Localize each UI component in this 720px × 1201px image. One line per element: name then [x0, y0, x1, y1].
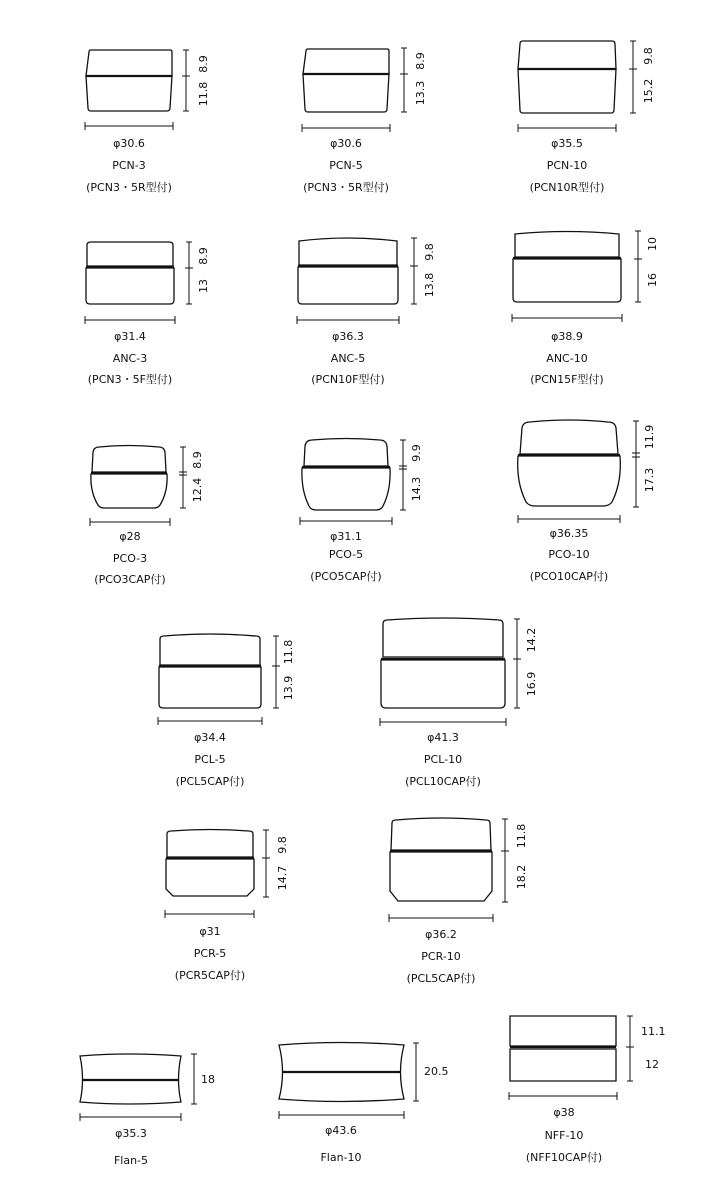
height-body-label: 18.2 — [515, 864, 528, 890]
jar-body — [390, 852, 492, 901]
diameter-label: φ36.2 — [425, 928, 457, 941]
diameter-label: φ30.6 — [330, 137, 362, 150]
product-pcl-5 — [158, 634, 295, 788]
jar-cap — [518, 41, 616, 69]
product-note: (PCN10F型付) — [311, 373, 385, 386]
product-note: (PCN10R型付) — [529, 181, 605, 194]
diameter-label: φ35.5 — [551, 137, 583, 150]
product-name: NFF-10 — [544, 1129, 584, 1142]
height-label: 20.5 — [424, 1065, 449, 1078]
height-cap-label: 9.8 — [642, 47, 655, 65]
product-note: (PCR5CAP付) — [174, 969, 246, 982]
jar-body — [86, 76, 172, 111]
jar-body — [518, 69, 616, 113]
height-body-label: 13.9 — [282, 675, 295, 701]
height-body-label: 14.7 — [276, 865, 289, 891]
height-label: 18 — [201, 1073, 215, 1086]
product-note: (PCN3・5R型付) — [303, 181, 389, 194]
product-flan-5 — [80, 1054, 215, 1167]
product-pco-10 — [518, 420, 656, 583]
height-body-label: 15.2 — [642, 78, 655, 104]
height-body-label: 17.3 — [643, 467, 656, 493]
height-cap-label: 9.8 — [423, 243, 436, 261]
jar-cap — [383, 618, 503, 657]
diameter-label: φ36.35 — [549, 527, 589, 540]
product-note: (PCO5CAP付) — [310, 570, 382, 583]
height-cap-label: 8.9 — [197, 247, 210, 265]
jar-cap — [86, 50, 172, 76]
height-cap-label: 11.8 — [515, 823, 528, 849]
height-body-label: 16 — [646, 273, 659, 287]
product-name: Flan-5 — [113, 1154, 149, 1167]
product-note: (PCO10CAP付) — [529, 570, 609, 583]
product-name: Flan-10 — [320, 1151, 362, 1164]
product-pco-5 — [300, 439, 423, 584]
product-name: PCL-10 — [423, 753, 463, 766]
jar-cap — [304, 439, 388, 467]
jar-body — [303, 74, 389, 112]
product-note: (PCL10CAP付) — [405, 775, 481, 788]
jar-body — [513, 259, 621, 302]
product-name: PCN-10 — [546, 159, 588, 172]
jar-body — [159, 667, 261, 708]
height-body-label: 12 — [645, 1058, 659, 1071]
product-pcn-3 — [85, 50, 210, 194]
product-name: PCR-5 — [193, 947, 227, 960]
diameter-label: φ38.9 — [551, 330, 583, 343]
height-body-label: 13.3 — [414, 80, 427, 106]
jar-cap — [391, 818, 491, 850]
jar-body — [91, 474, 167, 508]
height-cap-label: 11.9 — [643, 424, 656, 450]
product-anc-5 — [297, 238, 436, 386]
height-body-label: 13 — [197, 279, 210, 293]
product-name: PCO-10 — [548, 548, 590, 561]
product-name: PCN-5 — [329, 159, 363, 172]
height-body-label: 16.9 — [525, 671, 538, 697]
diameter-label: φ35.3 — [115, 1127, 147, 1140]
diameter-label: φ30.6 — [113, 137, 145, 150]
diameter-label: φ31 — [199, 925, 221, 938]
jar-body — [166, 859, 254, 896]
product-note: (PCO3CAP付) — [94, 573, 166, 586]
jar-cap — [92, 446, 166, 473]
product-name: ANC-3 — [112, 352, 148, 365]
diameter-label: φ31.4 — [114, 330, 146, 343]
diameter-label: φ36.3 — [332, 330, 364, 343]
product-pcl-10 — [380, 618, 538, 788]
height-cap-label: 9.9 — [410, 444, 423, 462]
product-note: (PCN15F型付) — [530, 373, 604, 386]
height-body-label: 13.8 — [423, 272, 436, 298]
jar-body — [518, 456, 621, 506]
product-nff-10 — [509, 1016, 666, 1164]
jar-cap — [160, 634, 260, 665]
product-note: (PCL5CAP付) — [175, 775, 245, 788]
height-body-label: 14.3 — [410, 476, 423, 502]
height-cap-label: 11.1 — [641, 1025, 666, 1038]
jar-cap — [299, 238, 397, 265]
height-body-label: 12.4 — [191, 477, 204, 503]
product-pcn-10 — [518, 41, 655, 194]
jar-cap — [510, 1016, 616, 1046]
jar-cap — [515, 232, 619, 258]
jar-cap — [303, 49, 389, 74]
product-anc-10 — [512, 231, 659, 386]
product-name: PCR-10 — [421, 950, 461, 963]
height-body-label: 11.8 — [197, 81, 210, 107]
jar-body — [381, 660, 505, 708]
diameter-label: φ41.3 — [427, 731, 459, 744]
jar-body — [86, 268, 174, 304]
product-note: (PCL5CAP付) — [406, 972, 476, 985]
diameter-label: φ31.1 — [330, 530, 362, 543]
product-pcr-5 — [165, 830, 289, 983]
height-cap-label: 14.2 — [525, 627, 538, 653]
jar-cap — [520, 420, 618, 454]
product-pco-3 — [90, 446, 204, 587]
jar-cap — [167, 830, 253, 858]
product-note: (PCN3・5R型付) — [86, 181, 172, 194]
product-flan-10 — [279, 1043, 449, 1165]
product-name: PCN-3 — [112, 159, 146, 172]
jar-body — [298, 267, 398, 304]
product-name: PCL-5 — [194, 753, 226, 766]
product-note: (NFF10CAP付) — [525, 1151, 603, 1164]
height-cap-label: 8.9 — [414, 52, 427, 70]
height-cap-label: 9.8 — [276, 836, 289, 854]
height-cap-label: 11.8 — [282, 639, 295, 665]
product-anc-3 — [85, 242, 210, 386]
product-name: ANC-5 — [330, 352, 366, 365]
diameter-label: φ28 — [119, 530, 141, 543]
product-pcn-5 — [302, 48, 427, 194]
height-cap-label: 8.9 — [191, 451, 204, 469]
product-name: ANC-10 — [546, 352, 588, 365]
diameter-label: φ38 — [553, 1106, 575, 1119]
diameter-label: φ34.4 — [194, 731, 226, 744]
diameter-label: φ43.6 — [325, 1124, 357, 1137]
product-name: PCO-3 — [112, 552, 148, 565]
product-pcr-10 — [389, 818, 528, 985]
product-name: PCO-5 — [328, 548, 364, 561]
jar-cap — [87, 242, 173, 266]
product-note: (PCN3・5F型付) — [87, 373, 173, 386]
jar-body — [510, 1049, 616, 1081]
height-cap-label: 8.9 — [197, 55, 210, 73]
height-cap-label: 10 — [646, 237, 659, 251]
jar-body — [302, 468, 390, 510]
